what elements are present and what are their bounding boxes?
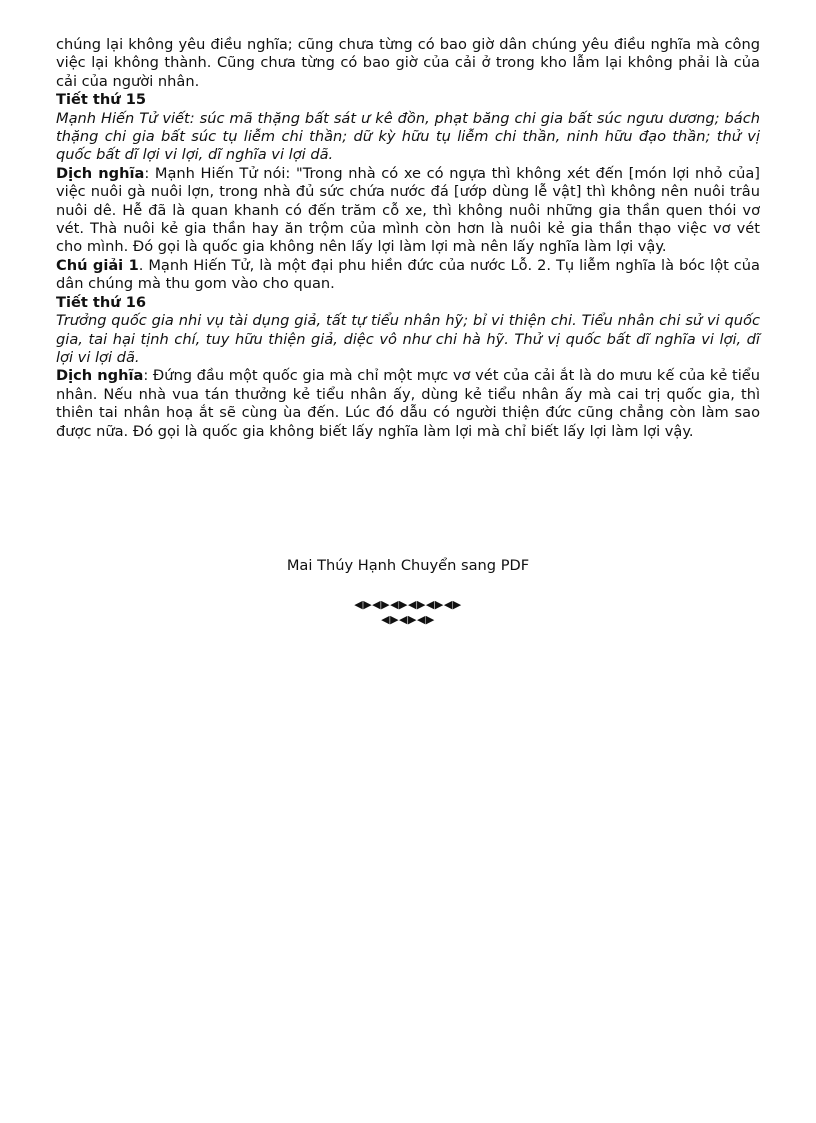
section-15-annotation [56, 257, 760, 294]
section-heading-15: Tiết thứ 15 [56, 91, 147, 109]
ornament-row-1: ◀▶◀▶◀▶◀▶◀▶◀▶ [354, 598, 462, 611]
translation-label: Dịch nghĩa [56, 367, 144, 385]
section-heading-16: Tiết thứ 16 [56, 293, 147, 311]
document-body [56, 36, 760, 441]
section-15-translation [56, 165, 760, 257]
translation-label: Dịch nghĩa [56, 164, 145, 182]
pdf-credit: Mai Thúy Hạnh Chuyển sang PDF [286, 557, 530, 574]
section-16-original-text: Trưởng quốc gia nhi vụ tài dụng giả, tất tự tiểu nhân hỹ; bỉ vi thiện chi. Tiểu nhân chi sử vi quốc gia, tai hại tịnh chí, tuy hữu thiện giả, diệc vô như chi hà hỹ. Thử vị quốc bất dĩ nghĩa vi lợi, dĩ lợi vi lợi dã. [56, 312, 760, 366]
translation-text: : Mạnh Hiến Tử nói: "Trong nhà có xe có ngựa thì không xét đến [món lợi nhỏ của] việc nuôi gà nuôi lợn, trong nhà đủ sức chứa nước đá [ướp dùng lễ vật] thì không nên nuôi trâu nuôi dê. Hễ đã là quan khanh có đến trăm cỗ xe, thì không nuôi những gia thần quen thói vơ vét. Thà nuôi kẻ gia thần hay ăn trộm của mình còn hơn là nuôi kẻ gia thần thạo việc vơ vét cho mình. Đó gọi là quốc gia không nên lấy lợi làm lợi mà nên lấy nghĩa làm lợi vậy. [56, 164, 760, 256]
annotation-text: . Mạnh Hiến Tử, là một đại phu hiền đức của nước Lỗ. 2. Tụ liễm nghĩa là bóc lột của dân chúng mà thu gom vào cho quan. [56, 256, 761, 293]
annotation-label: Chú giải 1 [56, 256, 139, 274]
section-15-original-text: Mạnh Hiến Tử viết: súc mã thặng bất sát ư kê đồn, phạt băng chi gia bất súc ngưu dương; bách thặng chi gia bất súc tụ liễm chi thần; dữ kỳ hữu tụ liễm chi thần, ninh hữu đạo thần; thử vị quốc bất dĩ lợi vi lợi, dĩ nghĩa vi lợi dã. [56, 109, 760, 164]
translation-text: : Đứng đầu một quốc gia mà chỉ một mực vơ vét của cải ắt là do mưu kế của kẻ tiểu nhân. Nếu nhà vua tán thưởng kẻ tiểu nhân ấy, dùng kẻ tiểu nhân ấy mà cai trị quốc gia, thì thiên tai nhân hoạ ắt sẽ cùng ùa đến. Lúc đó dẫu có người thiện đức cũng chẳng còn làm sao được nữa. Đó gọi là quốc gia không biết lấy nghĩa làm lợi mà chỉ biết lấy lợi làm lợi vậy. [56, 367, 760, 440]
section-16-translation [56, 367, 760, 441]
paragraph-continuation: chúng lại không yêu điều nghĩa; cũng chưa từng có bao giờ dân chúng yêu điều nghĩa mà công việc lại không thành. Cũng chưa từng có bao giờ của cải ở trong kho lẫm lại không phải là của cải của người nhân. [56, 36, 760, 90]
ornament-row-2: ◀▶◀▶◀▶ [381, 613, 435, 626]
